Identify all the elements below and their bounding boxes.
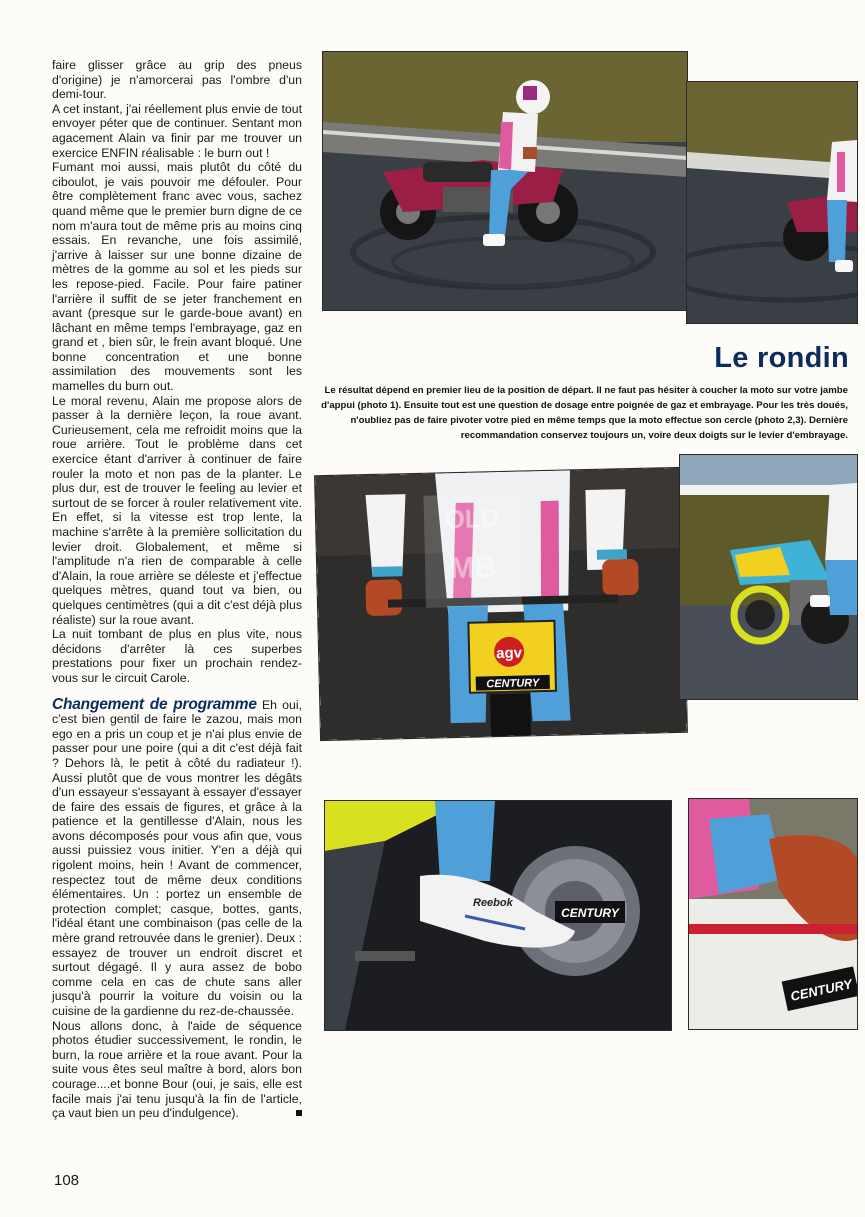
paragraph: Eh oui, c'est bien gentil de faire le zazou, mais mon ego en a pris un coup et je n'ai plus envie de passer pour une poire (qui a dit c'est déjà fait ? Dehors là, le petit à côté du radiateur !). Aussi plutôt que de vous montrer les dégâts d'un essayeur s'essayant à essayer d'essayer de faire des essais de figures, et grâce à la patience et la gentillesse d'Alain, nous les avons décomposés pour vous afin que, vous aussi puissiez vous initier. Y'en a déjà qui rigolent moins, hein ! Avant de commencer, respectez tout de même deux conditions élémentaires. Un : portez un ensemble de protection complet; casque, bottes, gants, l'idéal étant une combinaison (pas celle de la mère grand retrouvée dans le grenier). Deux : essayez de trouver un endroit discret et surtout dégagé. Il y aura assez de bobo comme cela en cas de chute sans aller jusqu'à pourrir la voiture du voisin ou la cuisine de la gardienne du rez-de-chaussée. — [52, 697, 302, 1018]
page-number: 108 — [54, 1172, 80, 1189]
end-mark-icon — [296, 1110, 302, 1116]
paragraph: Nous allons donc, à l'aide de séquence photos étudier successivement, le rondin, le burn, la roue arrière et la roue avant. Pour la suite vous êtes seul maître à bord, alors bon courage....et bonne Bour (oui, je sais, elle est facile mais j'ai tenu jusqu'à la fin de l'article, ça vaut bien un peu d'indulgence). — [52, 1018, 302, 1121]
century-logo: CENTURY — [486, 677, 540, 691]
paragraph: faire glisser grâce au grip des pneus d'origine) je n'amorcerai pas l'ombre d'un demi-tour. — [52, 58, 302, 102]
reebok-logo: Reebok — [473, 897, 513, 909]
photo-rondin-2 — [687, 82, 857, 323]
section-subheading: Changement de programme — [52, 695, 257, 713]
paragraph: La nuit tombant de plus en plus vite, nous décidons d'arrêter là ces superbes prestations pour fixer un prochain rendez-vous sur le circuit Carole. — [52, 627, 302, 685]
photo-rondin-3 — [680, 455, 857, 699]
century-logo: CENTURY — [561, 906, 619, 920]
section-lead — [52, 695, 302, 1019]
photo-foot-pivot — [325, 801, 671, 1030]
photo-glove-lever — [689, 799, 857, 1029]
watermark-text: OLD — [444, 503, 500, 535]
century-logo: CENTURY — [789, 976, 854, 1004]
paragraph: Le moral revenu, Alain me propose alors de passer à la dernière leçon, la roue avant. Curieusement, cela me refroidit moins que la roue arrière. Tout le problème dans cet exercice étant d'arriver à continuer de faire rouler la moto et non pas de la planter. Le plus dur, est de trouver le feeling au levier et surtout de se forcer à rouler relativement vite. En effet, si la vitesse est trop lente, la machine s'arrête à la première sollicitation du levier droit. Globalement, et même si l'amplitude n'a rien de comparable à celle d'Alain, la roue arrière se déleste et j'effectue quelques mètres, quand tout va bien, ou quelques centimètres (qui a dit c'est déjà plus réaliste) sur la roue avant. — [52, 393, 302, 627]
paragraph: A cet instant, j'ai réellement plus envie de tout envoyer péter que de continuer. Sentant mon agacement Alain va finir par me trouver un exercice ENFIN réalisable : le burn out ! — [52, 101, 302, 160]
photo-caption: Le résultat dépend en premier lieu de la position de départ. Il ne faut pas hésiter à coucher la moto sur votre jambe d'appui (photo 1). Ensuite tout est une question de dosage entre poignée de gaz et embrayage. Pour les très doués, n'oubliez pas de faire pivoter votre pied en même temps que la moto effectue son cercle (photo 2,3). Dernière recommandation conservez toujours un, voire deux doigts sur le levier d'embrayage. — [321, 385, 848, 441]
section-title: Le rondin — [714, 342, 849, 374]
article-column — [52, 58, 302, 1121]
closing-paragraph — [52, 1019, 302, 1121]
paragraph: Fumant moi aussi, mais plutôt du côté du ciboulot, je vais pouvoir me défouler. Pour être complètement franc avec vous, sachez quand même que le premier burn digne de ce nom m'aura tout de même pris au moins cinq essais. En revanche, une fois assimilé, j'arrive à laisser sur une bonne dizaine de mètres de la gomme au sol et les pieds sur les repose-pied. Facile. Pour faire patiner l'arrière il suffit de se jeter franchement en avant (presque sur le garde-boue avant) en lâchant en même temps l'embrayage, gaz en grand et , bien sûr, le frein avant bloqué. Une bonne concentration et une bonne assimilation des mouvements sont les mamelles du burn out. — [52, 160, 302, 394]
watermark-text: MB — [449, 551, 497, 586]
agv-logo: agv — [496, 644, 523, 663]
photo-rider-front — [315, 468, 687, 740]
photo-rondin-1 — [323, 52, 687, 310]
